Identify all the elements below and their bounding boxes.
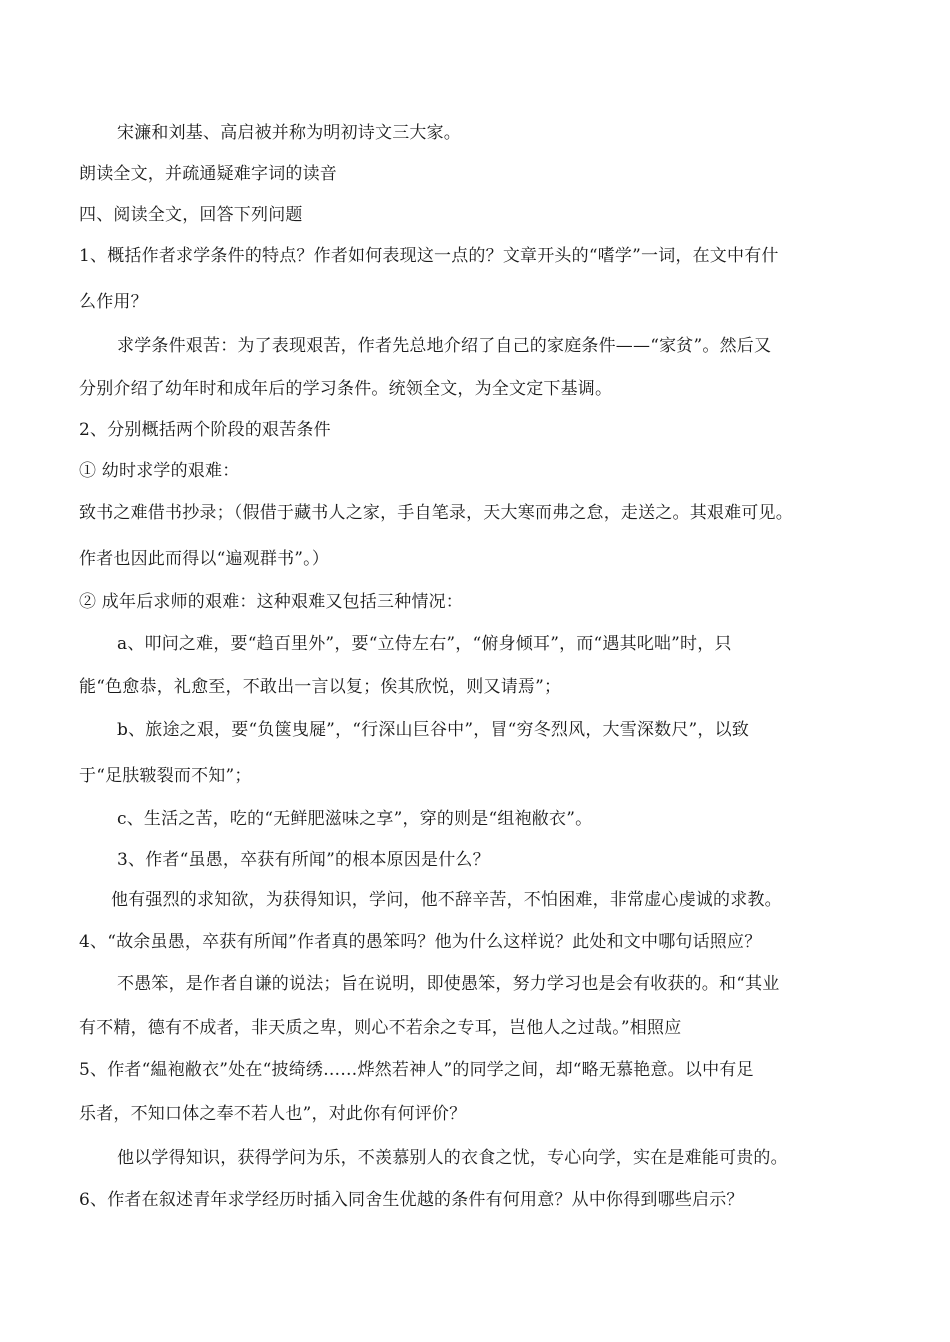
answer-line: 于“足肤皲裂而不知”； [79,766,252,786]
answer-line: 能“色愈恭，礼愈至，不敢出一言以复；俟其欣悦，则又请焉”； [79,677,562,697]
subheading-line: ① 幼时求学的艰难： [79,461,240,481]
answer-line: b、旅途之艰，要“负箧曳屣”，“行深山巨谷中”，冒“穷冬烈风，大雪深数尺”，以致 [117,720,750,740]
answer-line: a、叩问之难，要“趋百里外”，要“立侍左右”，“俯身倾耳”，而“遇其叱咄”时，只 [117,634,732,654]
question-line: 5、作者“緼袍敝衣”处在“披绮绣……烨然若神人”的同学之间，却“略无慕艳意。以中有足 [79,1060,754,1080]
answer-line: 不愚笨，是作者自谦的说法；旨在说明，即使愚笨，努力学习也是会有收获的。和“其业 [117,974,780,994]
answer-line: c、生活之苦，吃的“无鲜肥滋味之享”，穿的则是“组袍敝衣”。 [117,809,593,829]
subheading-line: ② 成年后求师的艰难：这种艰难又包括三种情况： [79,592,464,612]
answer-line: 作者也因此而得以“遍观群书”。） [79,549,330,569]
question-line: 4、“故余虽愚，卒获有所闻”作者真的愚笨吗？他为什么这样说？此处和文中哪句话照应？ [79,932,762,952]
answer-line: 他有强烈的求知欲，为获得知识，学问，他不辞辛苦，不怕困难，非常虚心虔诚的求教。 [111,890,782,910]
answer-line: 有不精，德有不成者，非天质之卑，则心不若余之专耳，岂他人之过哉。”相照应 [79,1018,682,1038]
answer-line: 致书之难借书抄录；（假借于藏书人之家，手自笔录，天大寒而弗之怠，走送之。其艰难可见。 [79,503,793,523]
answer-line: 求学条件艰苦：为了表现艰苦，作者先总地介绍了自己的家庭条件——“家贫”。然后又 [117,336,772,356]
text-line: 宋濂和刘基、高启被并称为明初诗文三大家。 [117,123,461,143]
text-line: 朗读全文，并疏通疑难字词的读音 [79,164,337,184]
question-line: 么作用？ [79,292,148,312]
question-line: 1、概括作者求学条件的特点？作者如何表现这一点的？文章开头的“嗜学”一词，在文中有什 [79,246,779,266]
question-line: 3、作者“虽愚，卒获有所闻”的根本原因是什么？ [117,850,490,870]
question-line: 2、分别概括两个阶段的艰苦条件 [79,420,331,440]
answer-line: 分别介绍了幼年时和成年后的学习条件。统领全文，为全文定下基调。 [79,379,613,399]
answer-line: 他以学得知识，获得学问为乐，不羡慕别人的衣食之忧，专心向学，实在是难能可贵的。 [117,1148,788,1168]
question-line: 乐者，不知口体之奉不若人也”，对此你有何评价？ [79,1104,467,1124]
question-line: 6、作者在叙述青年求学经历时插入同舍生优越的条件有何用意？从中你得到哪些启示？ [79,1190,744,1210]
section-heading: 四、阅读全文，回答下列问题 [79,205,303,225]
